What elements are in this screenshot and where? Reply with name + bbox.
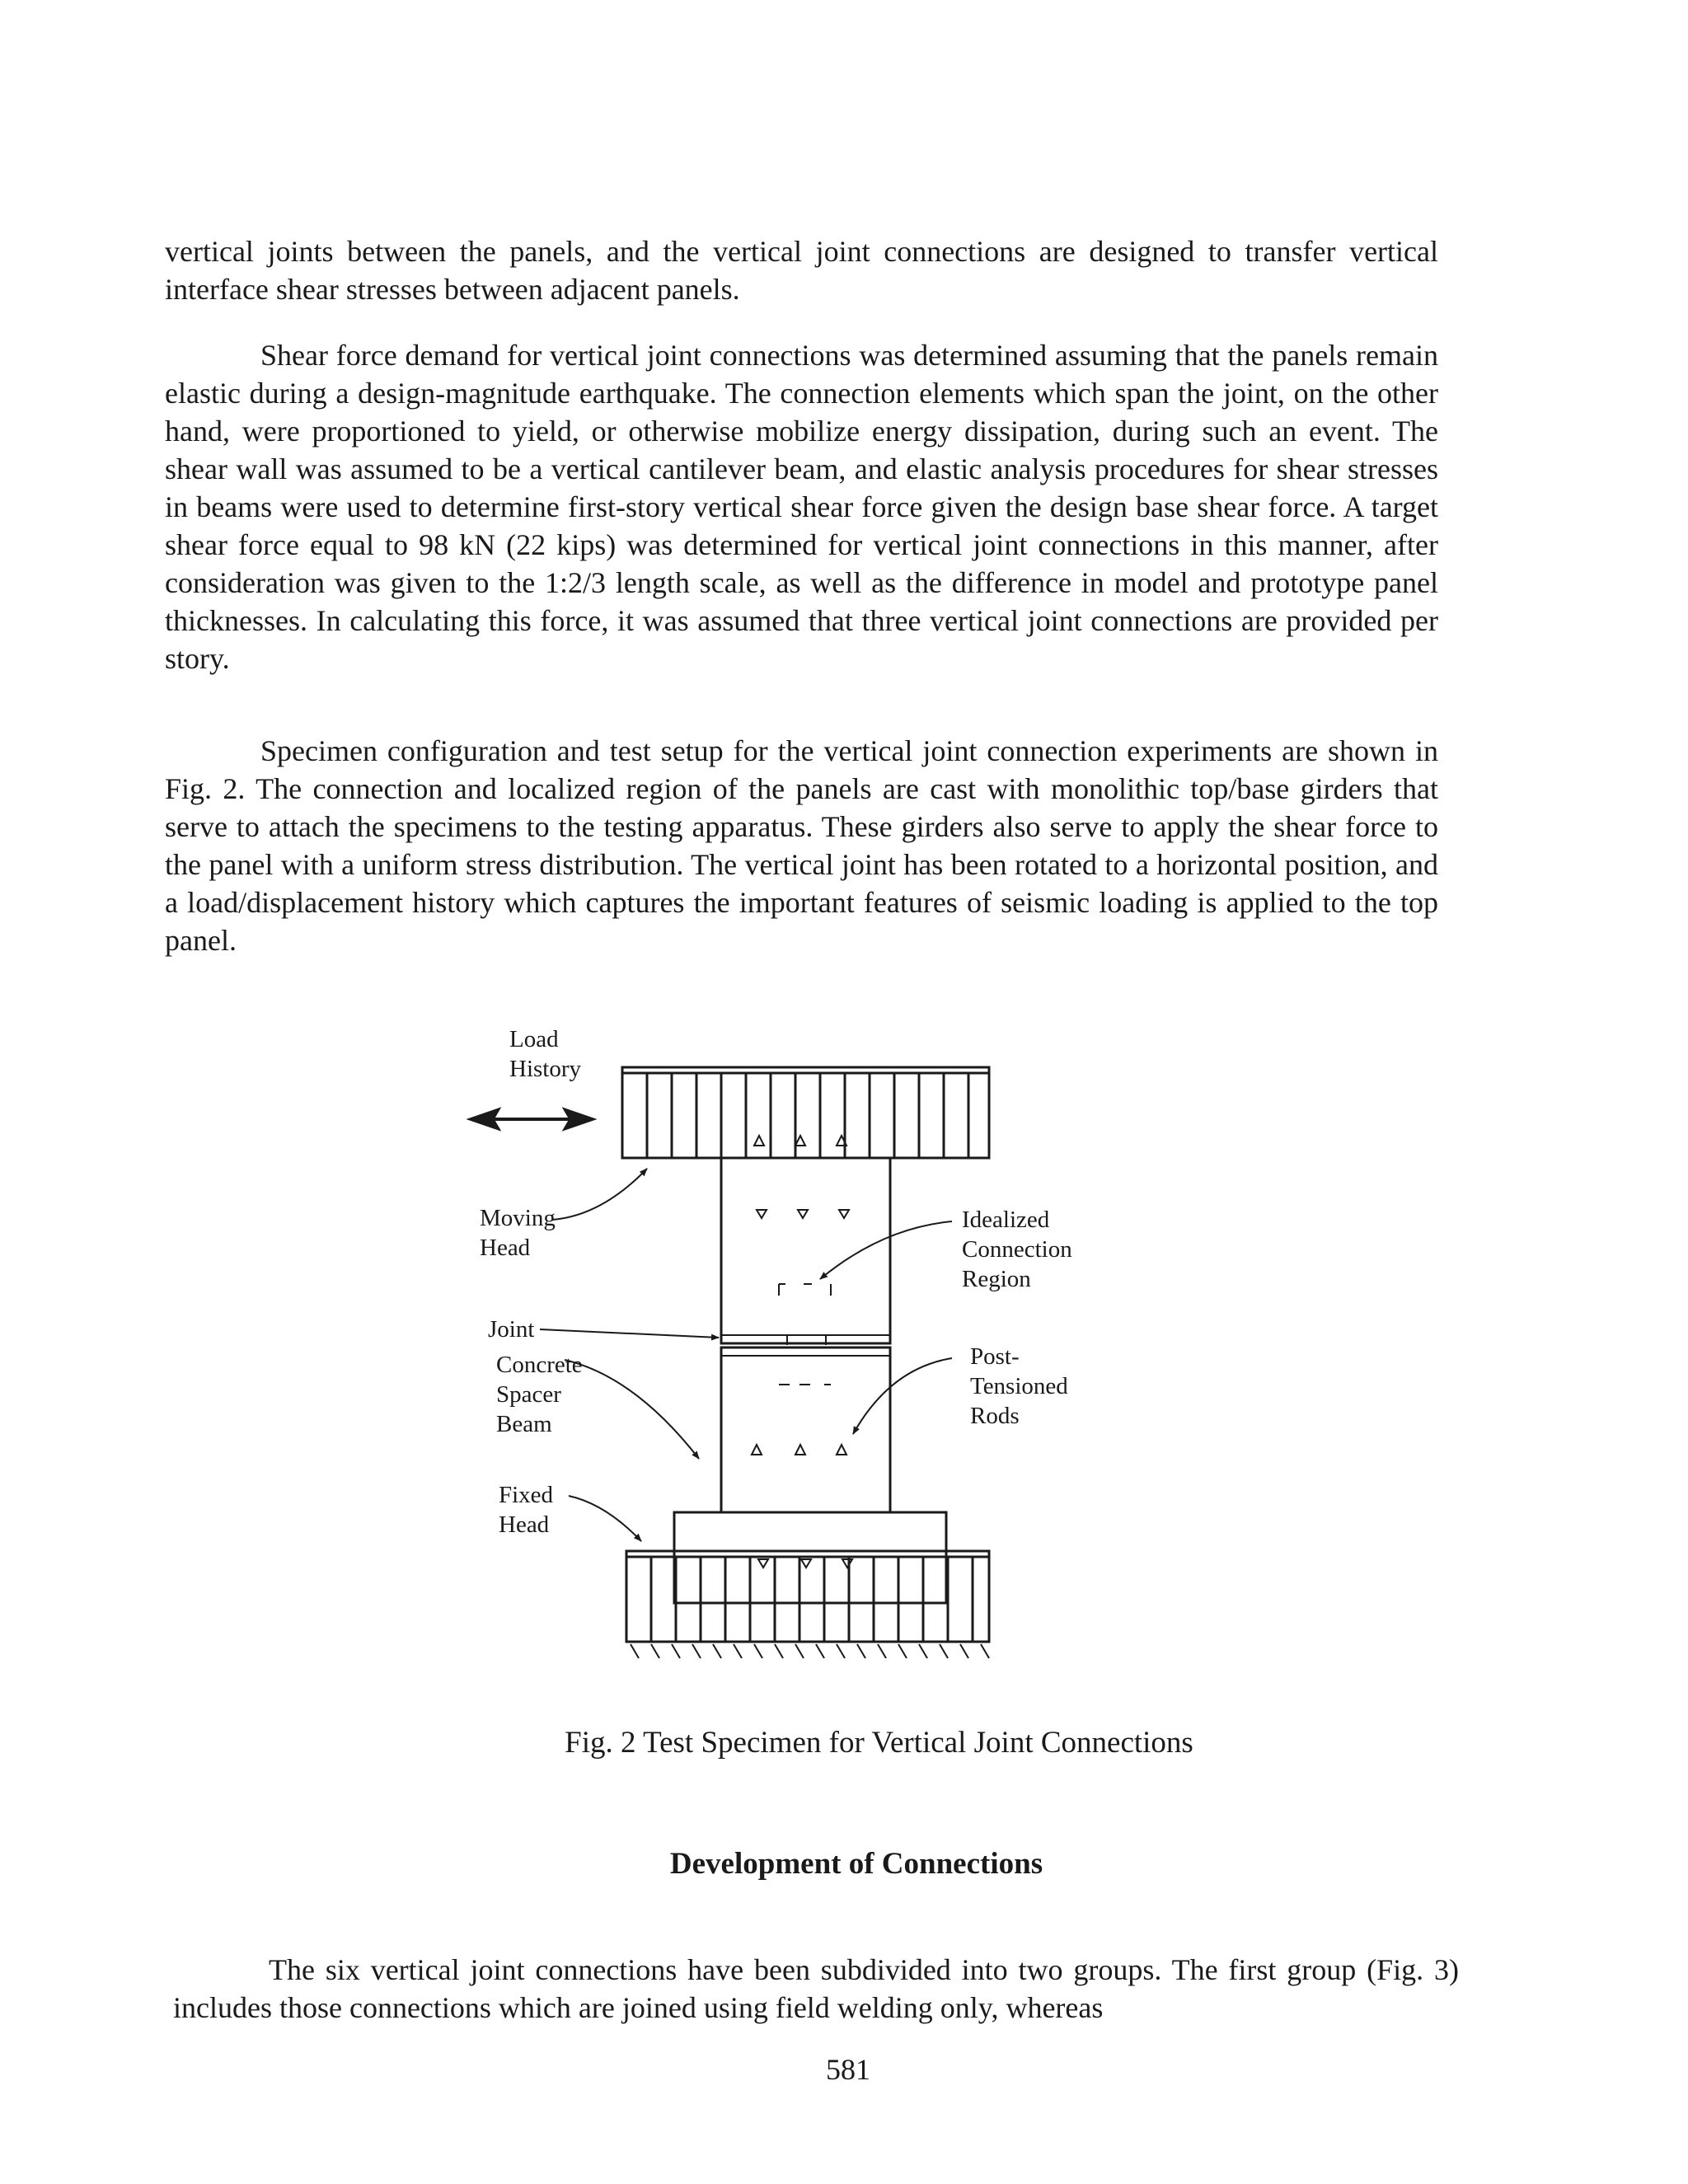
spacer-beam-leader: [565, 1360, 699, 1459]
figure-test-specimen: [462, 1022, 1121, 1706]
section-heading: Development of Connections: [669, 1847, 1043, 1881]
lower-panel: [721, 1347, 890, 1512]
moving-head-ribs: [647, 1073, 968, 1158]
label-concrete-spacer-beam: Concrete Spacer Beam: [496, 1352, 583, 1437]
fixed-head-ribs: [651, 1557, 973, 1642]
paragraph-2: Shear force demand for vertical joint connections was determined assuming that the panels remain elastic during a design-magnitude earthquake. The connection elements which span the joint, on the other hand, were proportioned to yield, or otherwise mobilize energy dissipation, during such an event. The shear wall was assumed to be a vertical cantilever beam, and elastic analysis procedures for shear stresses in beams were used to determine first-story vertical shear force given the design base shear force. A target shear force equal to 98 kN (22 kips) was determined for vertical joint connections in this manner, after consideration was given to the 1:2/3 length scale, as well as the difference in model and prototype panel thicknesses. In calculating this force, it was assumed that three vertical joint connections are provided per story.: [165, 339, 1438, 675]
label-idealized-connection-region: Idealized Connection Region: [962, 1207, 1072, 1292]
moving-head-leader: [552, 1169, 647, 1220]
moving-head-girder: [622, 1067, 989, 1158]
page-number: 581: [826, 2053, 870, 2086]
rod-anchors: [752, 1136, 852, 1568]
ground-hatch: [631, 1644, 989, 1658]
figure-caption: Fig. 2 Test Specimen for Vertical Joint Connections: [565, 1726, 1193, 1760]
joint-leader: [540, 1329, 719, 1338]
connection-region-leader: [820, 1221, 952, 1279]
label-moving-head: Moving Head: [480, 1205, 556, 1261]
label-joint: Joint: [488, 1316, 535, 1343]
paragraph-3: Specimen configuration and test setup for the vertical joint connection experiments are shown in Fig. 2. The connection and localized region of the panels are cast with monolithic top/base girders that serve to attach the specimens to the testing apparatus. These girders also serve to apply the shear force to the panel with a uniform stress distribution. The vertical joint has been rotated to a horizontal position, and a load/displacement history which captures the important features of seismic loading is applied to the top panel.: [165, 734, 1438, 957]
label-post-tensioned-rods: Post- Tensioned Rods: [970, 1343, 1068, 1429]
fixed-head-leader: [569, 1496, 641, 1541]
paragraph-4: The six vertical joint connections have been subdivided into two groups. The first group (Fig. 3) includes those connections which are joined using field welding only, whereas: [173, 1953, 1459, 2024]
post-tensioned-leader: [853, 1358, 952, 1434]
paragraph-1: vertical joints between the panels, and the vertical joint connections are designed to transfer vertical interface shear stresses between adjacent panels.: [165, 235, 1438, 306]
upper-panel: [721, 1158, 890, 1343]
label-fixed-head: Fixed Head: [499, 1482, 554, 1538]
label-load-history: Load History: [509, 1026, 581, 1082]
